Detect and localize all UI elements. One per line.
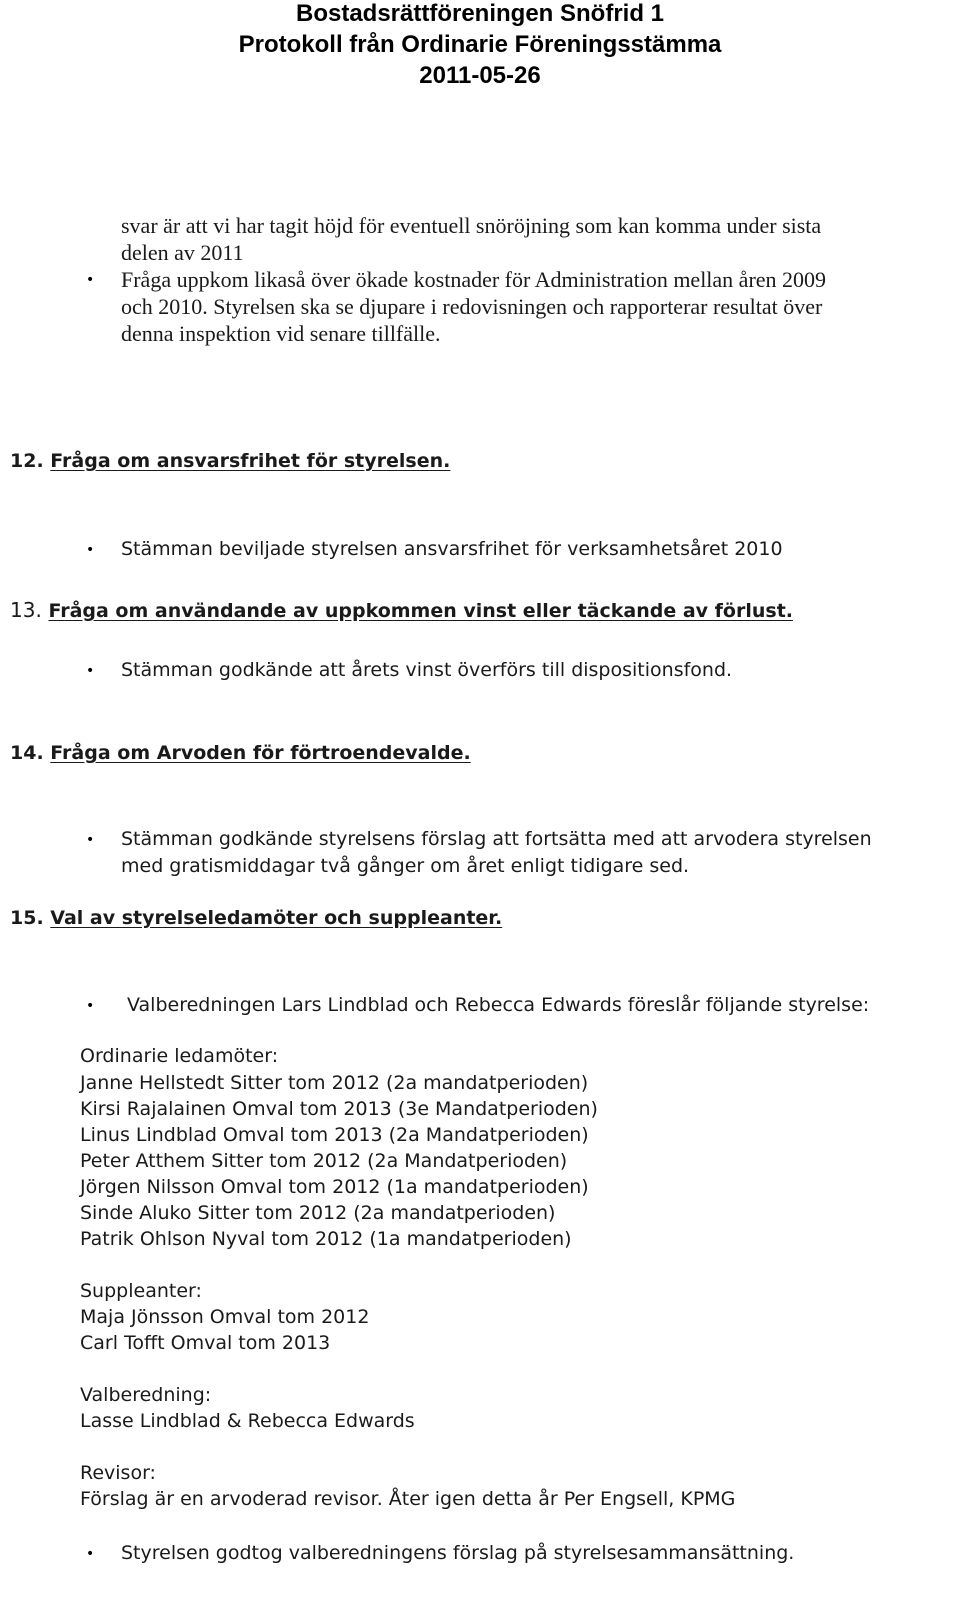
meeting-date: 2011-05-26 [419,62,541,89]
bullet-icon: • [86,998,95,1014]
deputy-line: Carl Tofft Omval tom 2013 [80,1332,331,1354]
member-line: Linus Lindblad Omval tom 2013 (2a Mandatperioden) [80,1124,589,1146]
bullet-text: och 2010. Styrelsen ska se djupare i redovisningen och rapporterar resultat över [121,294,823,319]
section-number: 12. [10,450,44,472]
bullet-text: Fråga uppkom likaså över ökade kostnader för Administration mellan åren 2009 [121,267,827,292]
valberedning-label: Valberedning: [80,1384,212,1406]
section-heading [10,450,450,472]
section-title: Fråga om användande av uppkommen vinst eller täckande av förlust. [48,600,793,622]
member-line: Patrik Ohlson Nyval tom 2012 (1a mandatperioden) [80,1228,572,1250]
section-number: 13. [10,598,42,622]
member-line: Kirsi Rajalainen Omval tom 2013 (3e Mandatperioden) [80,1098,598,1120]
protocol-title: Protokoll från Ordinarie Föreningsstämma [238,31,722,58]
bullet-icon: • [86,272,95,288]
revisor-line: Förslag är en arvoderad revisor. Åter igen detta år Per Engsell, KPMG [80,1488,736,1510]
bullet-text: med gratismiddagar två gånger om året enligt tidigare sed. [121,855,690,877]
deputy-line: Maja Jönsson Omval tom 2012 [80,1306,370,1328]
bullet-text: Stämman beviljade styrelsen ansvarsfrihet för verksamhetsåret 2010 [121,538,783,560]
valberedning-line: Lasse Lindblad & Rebecca Edwards [80,1410,415,1432]
member-line: Sinde Aluko Sitter tom 2012 (2a mandatperioden) [80,1202,556,1224]
bullet-text: Stämman godkände styrelsens förslag att fortsätta med att arvodera styrelsen [121,828,872,850]
section-heading [10,907,502,929]
bullet-icon: • [86,542,95,558]
intro-line: svar är att vi har tagit höjd för eventuell snöröjning som kan komma under sista [121,213,822,238]
bullet-icon: • [86,663,95,679]
section-number: 15. [10,907,44,929]
member-line: Janne Hellstedt Sitter tom 2012 (2a mandatperioden) [80,1072,589,1094]
bullet-text: Styrelsen godtog valberedningens förslag på styrelsesammansättning. [121,1542,795,1564]
bullet-text: denna inspektion vid senare tillfälle. [121,321,441,346]
bullet-text: Stämman godkände att årets vinst överförs till dispositionsfond. [121,659,733,681]
revisor-label: Revisor: [80,1462,156,1484]
section-title: Val av styrelseledamöter och suppleanter. [50,907,503,929]
member-line: Peter Atthem Sitter tom 2012 (2a Mandatperioden) [80,1150,568,1172]
section-heading [10,742,471,764]
intro-line: delen av 2011 [121,240,244,265]
section-heading [10,598,793,622]
section-title: Fråga om ansvarsfrihet för styrelsen. [50,450,451,472]
section-number: 14. [10,742,44,764]
association-name: Bostadsrättföreningen Snöfrid 1 [295,0,665,27]
bullet-text: Valberedningen Lars Lindblad och Rebecca Edwards föreslår följande styrelse: [127,994,870,1016]
suppleanter-label: Suppleanter: [80,1280,202,1302]
member-line: Jörgen Nilsson Omval tom 2012 (1a mandatperioden) [80,1176,589,1198]
bullet-icon: • [86,1546,95,1562]
ordinarie-label: Ordinarie ledamöter: [80,1045,279,1067]
section-title: Fråga om Arvoden för förtroendevalde. [50,742,471,764]
bullet-icon: • [86,832,95,848]
